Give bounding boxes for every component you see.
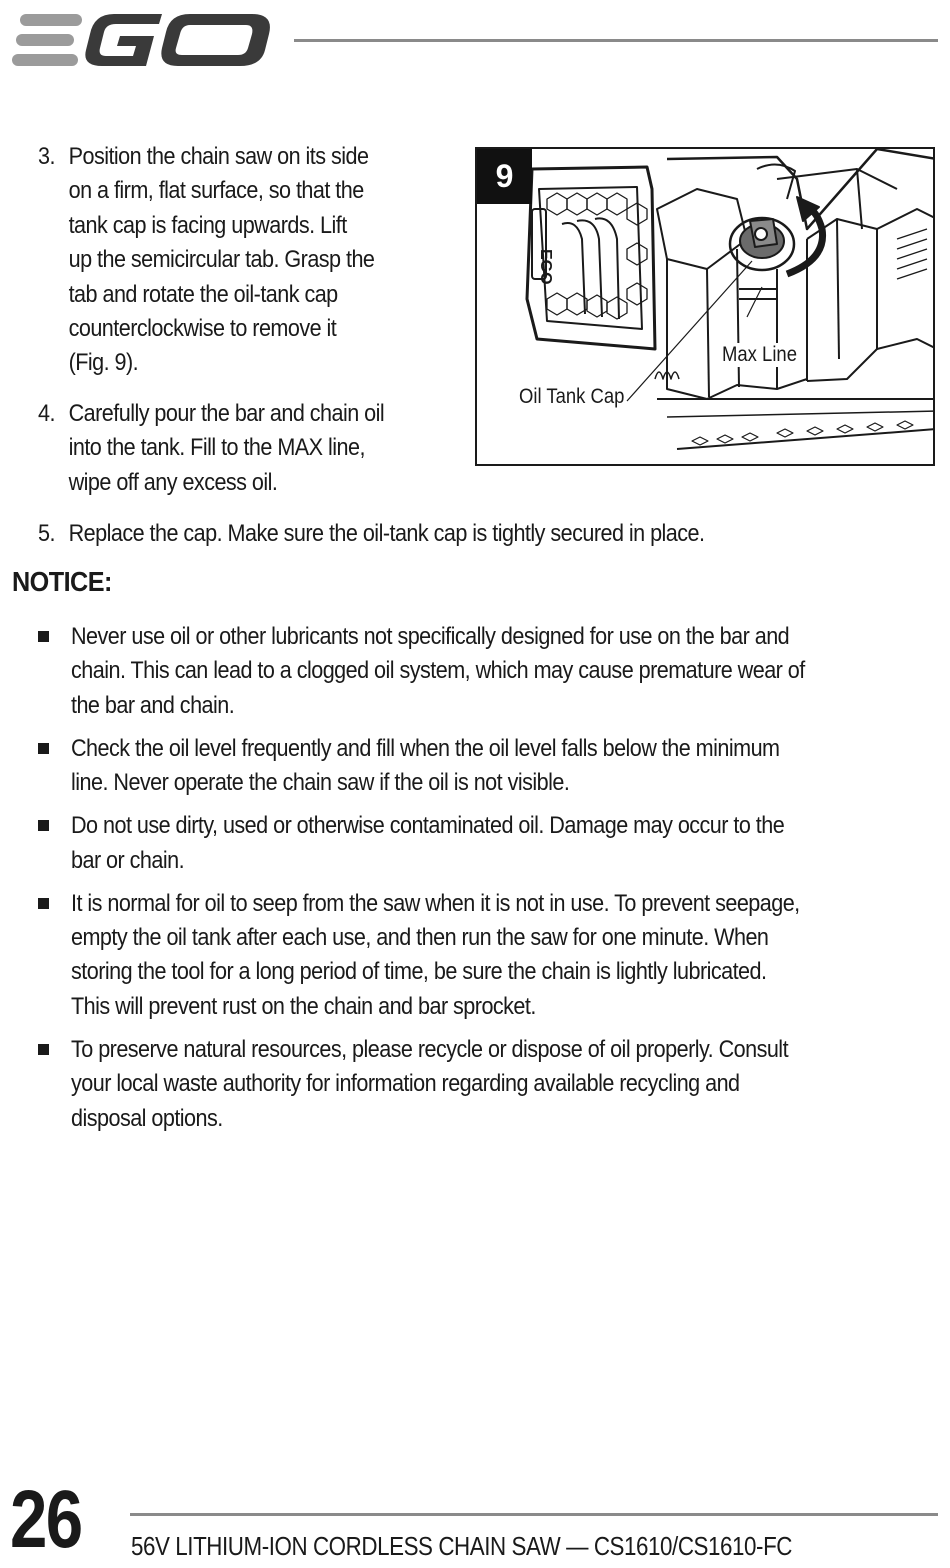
notice-text: Do not use dirty, used or otherwise contaminated oil. Damage may occur to the bar or chain. (71, 812, 785, 874)
notice-item (0, 1033, 950, 1136)
bullet-square-icon (38, 820, 49, 831)
figure-number: 9 (477, 149, 532, 204)
step-number: 4. (38, 400, 55, 427)
notice-text: Never use oil or other lubricants not specifically designed for use on the bar and chain. This can lead to a clogged oil system, which may cause premature wear of the bar and chain. (71, 623, 805, 719)
notice-text: It is normal for oil to seep from the saw when it is not in use. To prevent seepage, empty the oil tank after each use, and then run the saw for one minute. When storing the tool for a long period of time, be sure the chain is lightly lubricated. This will prevent rust on the chain and bar sprocket. (71, 889, 800, 1020)
notice-text: Check the oil level frequently and fill when the oil level falls below the minimum line. Never operate the chain saw if the oil is not visible. (71, 734, 780, 797)
oil-tank-illustration (477, 149, 935, 466)
figure-9 (475, 147, 935, 466)
step-text: Carefully pour the bar and chain oil into the tank. Fill to the MAX line, wipe off any excess oil. (68, 400, 385, 496)
step-text: Replace the cap. Make sure the oil-tank cap is tightly secured in place. (68, 520, 705, 547)
notice-text: To preserve natural resources, please recycle or dispose of oil properly. Consult your local waste authority for information regarding available recycling and disposal options. (71, 1035, 789, 1132)
page-number: 26 (10, 1474, 82, 1565)
notice-item (0, 809, 950, 878)
max-line-label: Max Line (722, 343, 797, 366)
bullet-square-icon (38, 631, 49, 642)
bullet-square-icon (38, 898, 49, 909)
notice-list (0, 620, 950, 1145)
header-rule (294, 39, 938, 42)
notice-title: NOTICE: (12, 566, 112, 597)
oil-tank-cap-label: Oil Tank Cap (519, 385, 625, 408)
notice-item (0, 732, 950, 801)
bullet-square-icon (38, 1044, 49, 1055)
footer-title: 56V LITHIUM-ION CORDLESS CHAIN SAW — CS1610/CS1610-FC (131, 1531, 793, 1561)
step-number: 3. (38, 143, 55, 170)
notice-item (0, 620, 950, 723)
footer-rule (130, 1513, 938, 1516)
bullet-square-icon (38, 743, 49, 754)
ego-logo (12, 10, 270, 70)
handle-logo-mark: EGO (537, 249, 554, 285)
notice-item (0, 887, 950, 1025)
step-number: 5. (38, 520, 55, 547)
step-text: Position the chain saw on its side on a firm, flat surface, so that the tank cap is facing upwards. Lift up the semicircular tab. Grasp the tab and rotate the oil-tank cap counterclockwise to remove it (Fig. 9). (68, 143, 375, 377)
